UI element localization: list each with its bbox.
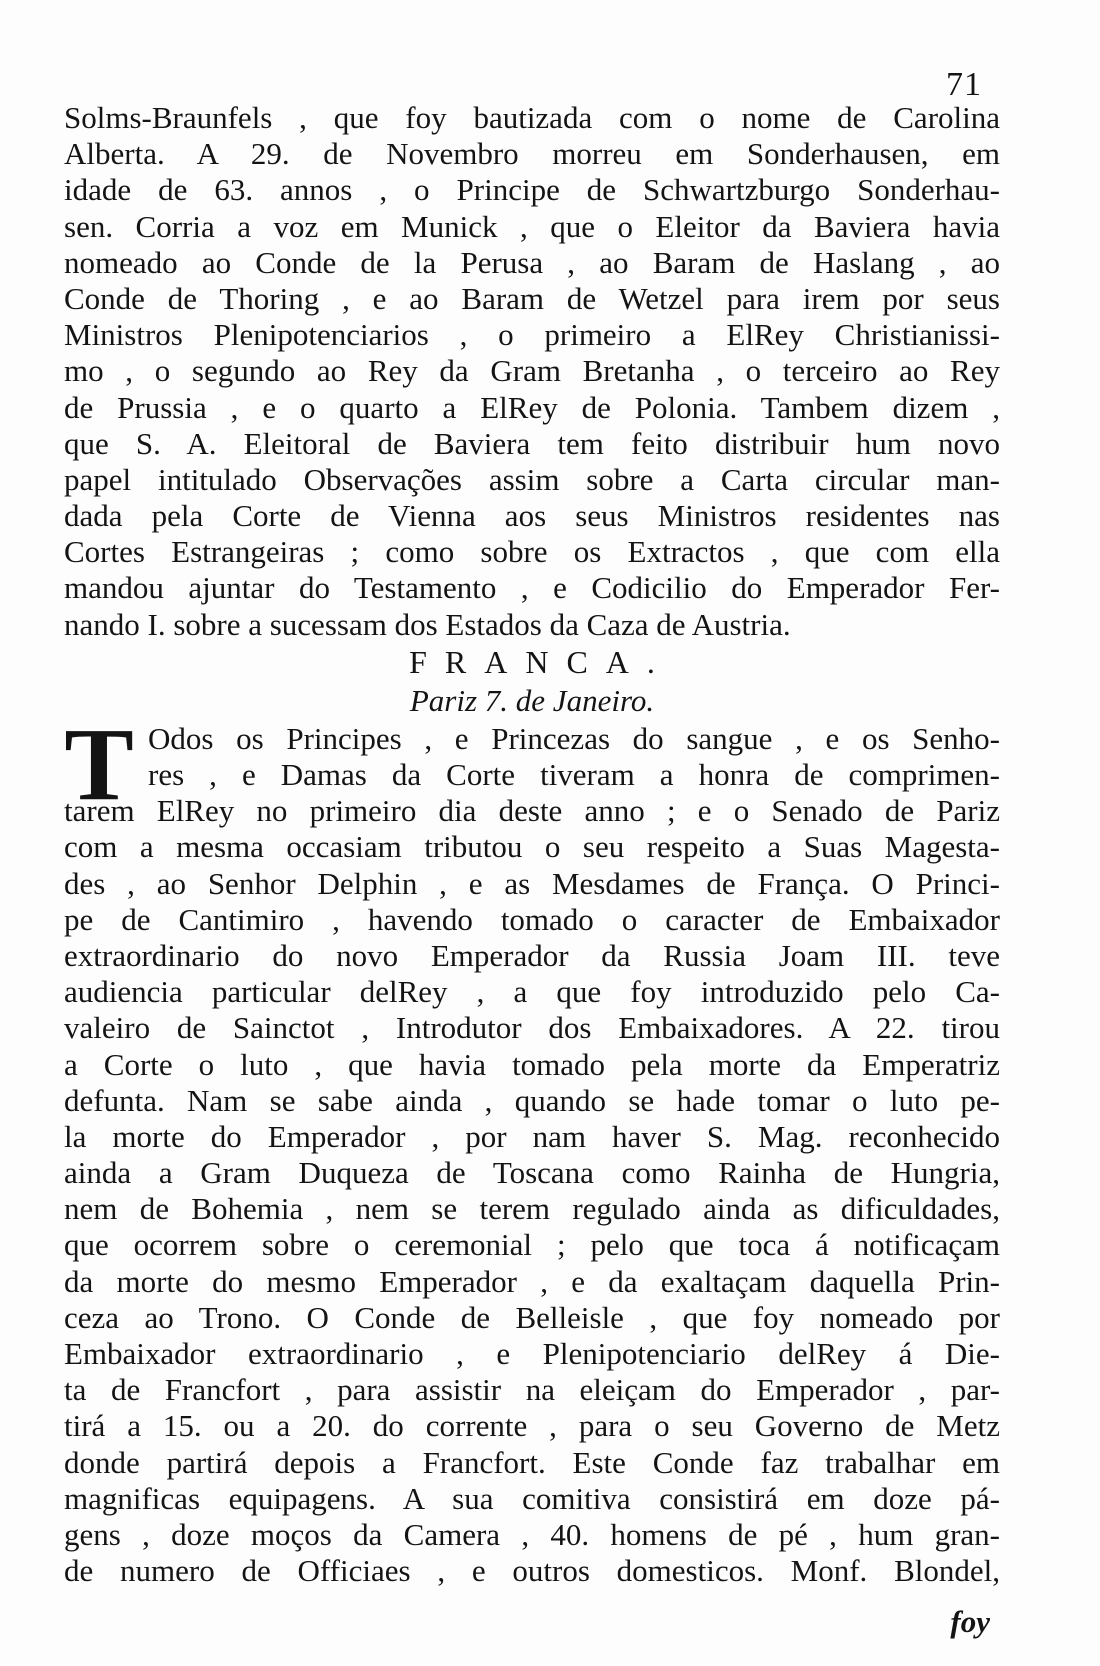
france-paragraph: [64, 706, 1000, 1590]
text-line: Conde de Thoring , e ao Baram de Wetzel para irem por seus: [64, 280, 1000, 316]
text-line: ta de Francfort , para assistir na eleiçam do Emperador , par-: [64, 1372, 1000, 1408]
text-line: gens , doze moços da Camera , 40. homens de pé , hum gran-: [64, 1516, 1000, 1552]
text-line: papel intitulado Observações assim sobre a Carta circular man-: [64, 461, 1000, 497]
text-line: nando I. sobre a sucessam dos Estados da Caza de Austria.: [64, 606, 791, 642]
text-line: magnificas equipagens. A sua comitiva consistirá em doze pá-: [64, 1480, 1000, 1516]
text-line: Ministros Plenipotenciarios , o primeiro a ElRey Christianissi-: [64, 317, 1000, 353]
text-line: tarem ElRey no primeiro dia deste anno ; e o Senado de Pariz: [64, 793, 1000, 829]
text-line: donde partirá depois a Francfort. Este Conde faz trabalhar em: [64, 1444, 1000, 1480]
text-line: nomeado ao Conde de la Perusa , ao Baram de Haslang , ao: [64, 244, 1000, 280]
catchword: foy: [950, 1604, 990, 1639]
text-line: tirá a 15. ou a 20. do corrente , para o seu Governo de Metz: [64, 1408, 1000, 1444]
text-line: sen. Corria a voz em Munick , que o Eleitor da Baviera havia: [64, 208, 1000, 244]
text-line: la morte do Emperador , por nam haver S. Mag. reconhecido: [64, 1118, 1000, 1154]
text-line: Embaixador extraordinario , e Plenipotenciario delRey á Die-: [64, 1336, 1000, 1371]
text-line: extraordinario do novo Emperador da Russia Joam III. teve: [64, 937, 1000, 973]
text-line: que ocorrem sobre o ceremonial ; pelo que toca á notificaçam: [64, 1227, 1000, 1263]
text-line: Cortes Estrangeiras ; como sobre os Extractos , que com ella: [64, 534, 1000, 570]
article-body: [64, 100, 1000, 1589]
text-line: pe de Cantimiro , havendo tomado o caracter de Embaixador: [64, 901, 1000, 937]
text-line: Odos os Principes , e Princezas do sangue , e os Senho-: [148, 720, 1000, 756]
section-dateline: Pariz 7. de Janeiro.: [409, 682, 655, 718]
text-line: de numero de Officiaes , e outros domesticos. Monf. Blondel,: [64, 1553, 1000, 1589]
text-line: que S. A. Eleitoral de Baviera tem feito distribuir hum novo: [64, 425, 1000, 461]
text-line: mo , o segundo ao Rey da Gram Bretanha , o terceiro ao Rey: [64, 353, 1000, 389]
drop-cap: T: [64, 706, 134, 822]
text-line: de Prussia , e o quarto a ElRey de Polonia. Tambem dizem ,: [64, 389, 1000, 425]
text-line: defunta. Nam se sabe ainda , quando se hade tomar o luto pe-: [64, 1082, 1000, 1118]
text-line: audiencia particular delRey , a que foy introduzido pelo Ca-: [64, 974, 1000, 1010]
intro-paragraph: [64, 100, 1000, 643]
text-line: idade de 63. annos , o Principe de Schwartzburgo Sonderhau-: [64, 172, 1000, 208]
text-line: des , ao Senhor Delphin , e as Mesdames de França. O Princi-: [64, 865, 1000, 901]
text-line: Solms-Braunfels , que foy bautizada com o nome de Carolina: [64, 100, 1000, 135]
text-line: com a mesma occasiam tributou o seu respeito a Suas Magesta-: [64, 829, 1000, 865]
page-number: 71: [946, 66, 982, 103]
text-line: res , e Damas da Corte tiveram a honra de comprimen-: [148, 757, 1000, 792]
text-line: nem de Bohemia , nem se terem regulado ainda as dificuldades,: [64, 1191, 1000, 1227]
text-line: ainda a Gram Duqueza de Toscana como Rainha de Hungria,: [64, 1155, 1000, 1191]
text-line: ceza ao Trono. O Conde de Belleisle , que foy nomeado por: [64, 1299, 1000, 1335]
text-line: mandou ajuntar do Testamento , e Codicilio do Emperador Fer-: [64, 570, 1000, 606]
text-line: valeiro de Sainctot , Introdutor dos Embaixadores. A 22. tirou: [64, 1010, 1000, 1046]
text-line: da morte do mesmo Emperador , e da exaltaçam daquella Prin-: [64, 1263, 1000, 1299]
section-heading-country: FRANCA.: [409, 643, 673, 680]
text-line: a Corte o luto , que havia tomado pela morte da Emperatriz: [64, 1046, 1000, 1082]
text-line: dada pela Corte de Vienna aos seus Ministros residentes nas: [64, 498, 1000, 534]
text-line: Alberta. A 29. de Novembro morreu em Sonderhausen, em: [64, 136, 1000, 172]
